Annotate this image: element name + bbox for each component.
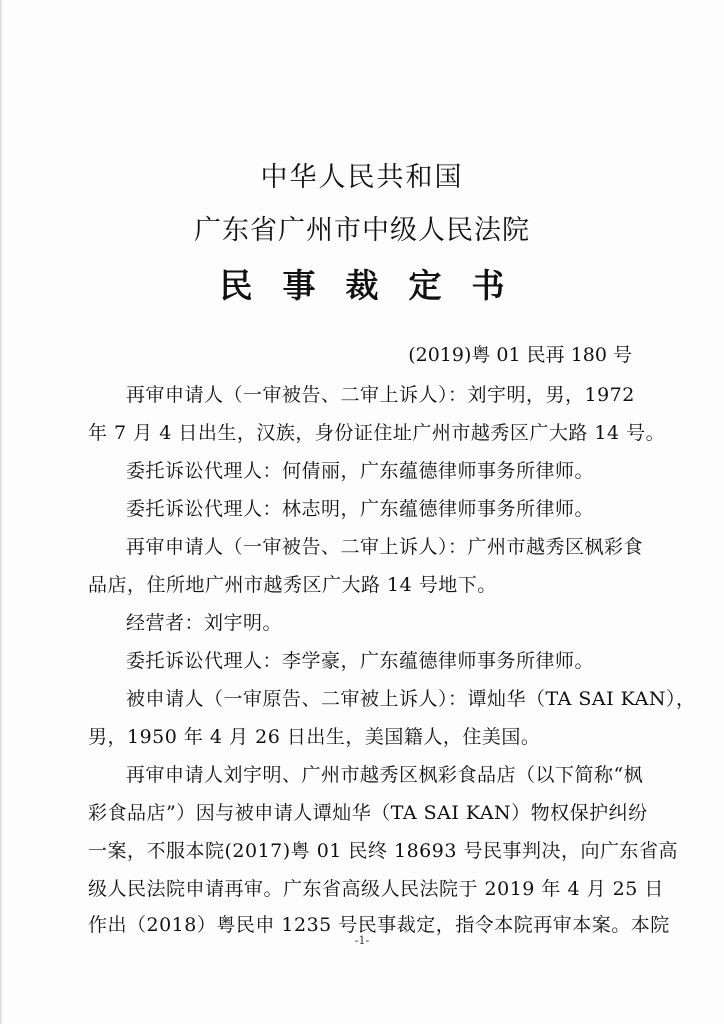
case-number: (2019)粤 01 民再 180 号 <box>408 344 632 366</box>
body-line: 男，1950 年 4 月 26 日出生，美国籍人，住美国。 <box>88 726 541 748</box>
body-line: 委托诉讼代理人：李学豪，广东蕴德律师事务所律师。 <box>126 650 595 672</box>
document-type-title: 民事裁定书 <box>219 266 535 305</box>
body-line: 再审申请人刘宇明、广州市越秀区枫彩食品店（以下简称“枫 <box>126 764 644 786</box>
body-line: 再审申请人（一审被告、二审上诉人）：刘宇明，男，1972 <box>126 384 635 406</box>
court-name-title: 广东省广州市中级人民法院 <box>194 215 530 246</box>
body-line: 再审申请人（一审被告、二审上诉人）：广州市越秀区枫彩食 <box>126 536 644 558</box>
court-country-title: 中华人民共和国 <box>260 162 464 193</box>
body-line: 一案，不服本院(2017)粤 01 民终 18693 号民事判决，向广东省高 <box>88 840 678 862</box>
body-line: 经营者：刘宇明。 <box>126 612 283 634</box>
body-line: 被申请人（一审原告、二审被上诉人）：谭灿华（TA SAI KAN）， <box>126 688 696 710</box>
body-line: 品店，住所地广州市越秀区广大路 14 号地下。 <box>88 574 497 596</box>
body-line: 级人民法院申请再审。广东省高级人民法院于 2019 年 4 月 25 日 <box>88 878 664 900</box>
body-line: 作出（2018）粤民申 1235 号民事裁定，指令本院再审本案。本院 <box>88 914 670 936</box>
body-line: 彩食品店”）因与被申请人谭灿华（TA SAI KAN）物权保护纠纷 <box>88 802 648 824</box>
scan-edge-shadow <box>0 0 3 1024</box>
body-line: 委托诉讼代理人：林志明，广东蕴德律师事务所律师。 <box>126 498 595 520</box>
body-line: 委托诉讼代理人：何倩丽，广东蕴德律师事务所律师。 <box>126 460 595 482</box>
page-number: -1- <box>354 934 370 947</box>
body-line: 年 7 月 4 日出生，汉族，身份证住址广州市越秀区广大路 14 号。 <box>88 422 666 444</box>
